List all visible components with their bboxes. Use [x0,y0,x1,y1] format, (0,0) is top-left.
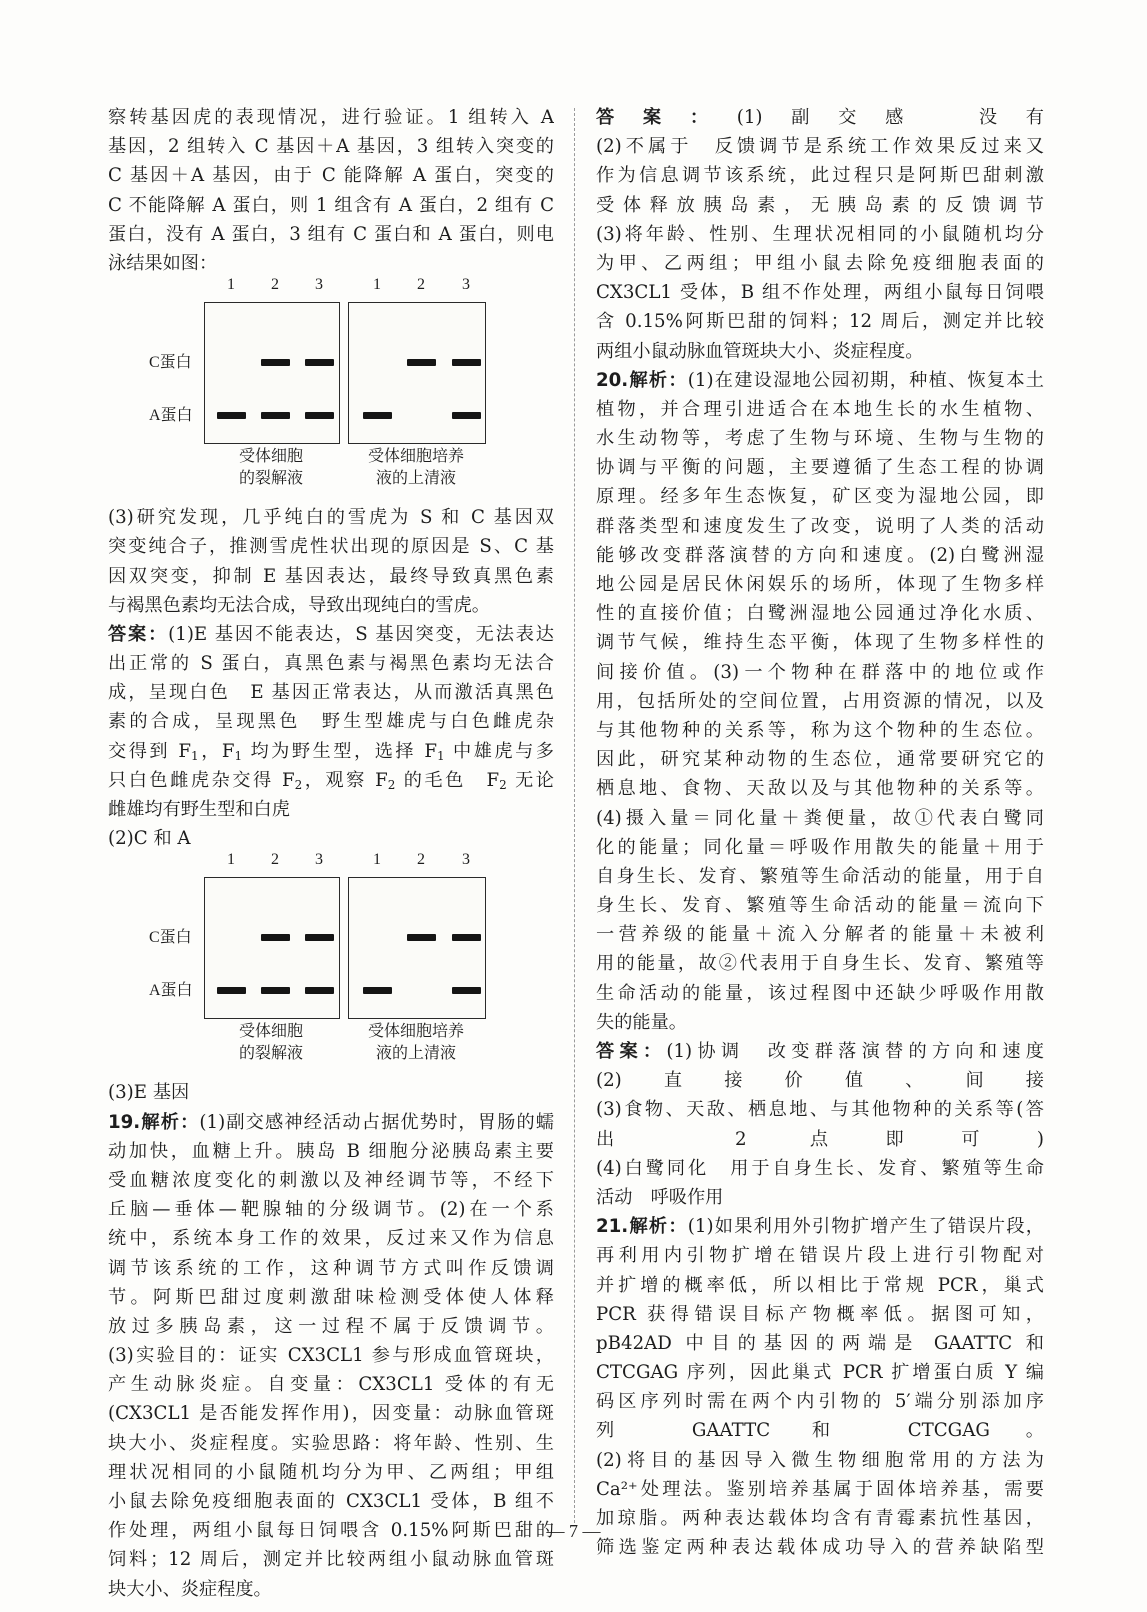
q18-answer-3: (3)E 基因 [108,1082,190,1104]
text-line: 活动 呼吸作用 [596,1186,724,1208]
text-line: 协调与平衡的问题，主要遵循了生态工程的协调 [596,457,1044,479]
q21-analysis-first-line: 21.解析：(1)如果利用外引物扩增产生了错误片段， [596,1216,1044,1238]
text-line: 泳结果如图： [108,252,218,274]
c-protein-label: C蛋白 [149,354,192,372]
q18-answer-2: (2)C 和 A [108,828,191,850]
electrophoresis-figure-2 [108,853,554,1078]
q18-answer-f2-line: 只白色雌虎杂交得 $F_2$，观察 $F_2$ 的毛色 $F_2$ 无论 [108,769,554,792]
right-column [596,103,1044,1562]
text-line: 因双突变，抑制 E 基因表达，最终导致真黑色素 [108,565,554,587]
text-line: 群落类型和速度发生了改变，说明了人类的活动 [596,515,1044,537]
text-line: 用的能量，故②代表用于自身生长、发育、繁殖等 [596,953,1044,975]
text-line: 化的能量；同化量＝呼吸作用散失的能量＋用于 [596,836,1044,858]
text-line: 基因，2 组转入 C 基因＋A 基因，3 组转入突变的 [108,136,554,158]
text-line: 调节气候，维持生态平衡，体现了生物多样性的 [596,632,1044,654]
text-line: 理状况相同的小鼠随机均分为甲、乙两组；甲组 [108,1461,554,1483]
text-line: 作为信息调节该系统，此过程只是阿斯巴甜刺激 [596,165,1044,187]
text-line: 统中，系统本身工作的效果，反过来又作为信息 [108,1228,554,1250]
text-line: 放过多胰岛素，这一过程不属于反馈调节。 [108,1315,554,1337]
gel-caption: 受体细胞 的裂解液 [238,448,303,488]
gel-panel [204,877,340,1019]
a-protein-band [217,412,246,419]
text-line: 因此，研究某种动物的生态位，通常要研究它的 [596,749,1044,771]
lane-number: 1 [227,276,235,294]
q20-analysis-first-line: 20.解析：(1)在建设湿地公园初期，种植、恢复本土 [596,369,1044,391]
text-line: Ca²⁺处理法。鉴别培养基属于固体培养基，需要 [596,1478,1044,1500]
text-line: (4)摄入量＝同化量＋粪便量，故①代表白鹭同 [596,807,1044,829]
a-protein-band [261,987,290,994]
text-line: 列 GAATTC 和 CTCGAG。 [596,1420,1044,1442]
c-protein-band [305,934,334,941]
text-line: 能够改变群落演替的方向和速度。(2)白鹭洲湿 [596,544,1044,566]
text-line: 一营养级的能量＋流入分解者的能量＋未被利 [596,924,1044,946]
text-line: C 基因＋A 基因，由于 C 能降解 A 蛋白，突变的 [108,165,554,187]
q21-analysis [596,1241,1044,1562]
text-line: 原理。经多年生态恢复，矿区变为湿地公园，即 [596,486,1044,508]
gel-caption: 受体细胞培养 液的上清液 [367,1023,464,1063]
text-line: CX3CL1 受体，B 组不作处理，两组小鼠每日饲喂 [596,282,1044,304]
a-protein-band [305,987,334,994]
a-protein-label: A蛋白 [149,407,193,425]
a-protein-label: A蛋白 [149,982,193,1000]
lane-number: 2 [271,851,279,869]
lane-number: 3 [462,276,470,294]
answer-label: 答案： [596,107,737,128]
text-line: 再利用内引物扩增在错误片段上进行引物配对 [596,1245,1044,1267]
c-protein-band [407,934,436,941]
text-line: 间接价值。(3)一个物种在群落中的地位或作 [596,661,1044,683]
text-line: 动加快，血糖上升。胰岛 B 细胞分泌胰岛素主要 [108,1140,554,1162]
text-line: 失的能量。 [596,1011,687,1033]
text-line: PCR 获得错误目标产物概率低。据图可知， [596,1303,1044,1325]
gel-panel [348,302,486,444]
q18-answer-f1-line: 交得到 $F_1$，$F_1$ 均为野生型，选择 $F_1$ 中雄虎与多 [108,740,554,763]
text-line: 作处理，两组小鼠每日饲喂含 0.15%阿斯巴甜的 [108,1520,554,1542]
text-line: 加琼脂。两种表达载体均含有青霉素抗性基因， [596,1508,1044,1529]
question-number: 20. [596,369,629,391]
analysis-label: 解析： [628,1216,688,1238]
lane-number: 1 [227,851,235,869]
c-protein-band [261,934,290,941]
text-line: (2)将目的基因导入微生物细胞常用的方法为 [596,1449,1044,1471]
text-line: 水生动物等，考虑了生物与环境、生物与生物的 [596,428,1044,450]
q18-answer-end: 雌雄均有野生型和白虎 [108,799,290,820]
a-protein-band [363,412,392,419]
q18-answer [108,649,554,737]
c-protein-band [261,359,290,366]
text-line: 出 2 点即可) [596,1128,1044,1150]
text-line: pB42AD 中目的基因的两端是 GAATTC 和 [596,1332,1044,1354]
text-line: 小鼠去除免疫细胞表面的 CX3CL1 受体，B 组不 [108,1491,554,1512]
text-line: 节。阿斯巴甜过度刺激甜味检测受体使人体释 [108,1286,554,1308]
text-line: 含 0.15%阿斯巴甜的饲料；12 周后，测定并比较 [596,311,1044,333]
left-column [108,103,554,1604]
q18-part3-analysis [108,503,554,620]
text-line: 码区序列时需在两个内引物的 5′端分别添加序 [596,1391,1044,1413]
lane-number: 1 [373,851,381,869]
answer-label: 答案： [596,1041,667,1062]
a-protein-band [305,412,334,419]
q19-answer [596,132,1044,366]
c-protein-band [407,359,436,366]
gel-panel [204,302,340,444]
text-line: 用，包括所处的空间位置，占用资源的情况，以及 [596,690,1044,712]
text-line: 两组小鼠动脉血管斑块大小、炎症程度。 [596,340,924,362]
lane-number: 3 [315,851,323,869]
analysis-label: 解析： [628,369,688,391]
c-protein-label: C蛋白 [149,929,192,947]
text-line: C 不能降解 A 蛋白，则 1 组含有 A 蛋白，2 组有 C [108,194,554,216]
text-line: 与其他物种的关系等，称为这个物种的生态位。 [596,719,1044,741]
text-line: 性的直接价值；白鹭洲湿地公园通过净化水质、 [596,603,1044,625]
text-line: 饲料；12 周后，测定并比较两组小鼠动脉血管斑 [108,1549,554,1571]
a-protein-band [452,987,481,994]
text-line: 突变纯合子，推测雪虎性状出现的原因是 S、C 基 [108,536,554,558]
text-line: 自身生长、发育、繁殖等生命活动的能量，用于自 [596,865,1044,887]
text-line: 受血糖浓度变化的刺激以及神经调节等，不经下 [108,1169,554,1191]
gel-caption: 受体细胞 的裂解液 [238,1023,303,1063]
text-line: 为甲、乙两组；甲组小鼠去除免疫细胞表面的 [596,252,1044,274]
text-line: (2)直接价值、间接 [596,1070,1044,1092]
text-line: 地公园是居民休闲娱乐的场所，体现了生物多样 [596,574,1044,595]
text-line: 块大小、炎症程度。 [108,1578,272,1600]
text-line: 出正常的 S 蛋白，真黑色素与褐黑色素均无法合 [108,653,554,675]
answer-label: 答案： [108,623,169,645]
text-line: CTCGAG 序列，因此巢式 PCR 扩增蛋白质 Y 编 [596,1362,1044,1384]
analysis-label: 解析： [140,1111,200,1133]
question-number: 21. [596,1216,629,1238]
q20-answer [596,1066,1044,1212]
text-line: 调节该系统的工作，这种调节方式叫作反馈调 [108,1257,554,1279]
text-line: 丘脑—垂体—靶腺轴的分级调节。(2)在一个系 [108,1199,554,1221]
lane-number: 2 [417,851,425,869]
text-line: 身生长、发育、繁殖等生命活动的能量＝流向下 [596,895,1044,917]
c-protein-band [452,934,481,941]
text-line: 筛选鉴定两种表达载体成功导入的营养缺陷型 [596,1537,1044,1559]
text-line: 成，呈现白色 E 基因正常表达，从而激活真黑色 [108,682,554,704]
lane-number: 3 [462,851,470,869]
text-line: (2)不属于 反馈调节是系统工作效果反过来又 [596,136,1044,158]
q18-answer-line: 答案：(1)E 基因不能表达，S 基因突变，无法表达 [108,623,554,645]
q19-answer-first-line: 答案：(1)副交感 没有 [596,107,1044,128]
text-line: (4)白鹭同化 用于自身生长、发育、繁殖等生命 [596,1157,1044,1179]
question-number: 19. [108,1111,141,1133]
a-protein-band [261,412,290,419]
text-line: (3)研究发现，几乎纯白的雪虎为 S 和 C 基因双 [108,507,554,529]
text-line: 块大小、炎症程度。实验思路：将年龄、性别、生 [108,1432,554,1454]
lane-number: 2 [271,276,279,294]
lane-number: 2 [417,276,425,294]
text-line: 察转基因虎的表现情况，进行验证。1 组转入 A [108,107,554,128]
a-protein-band [363,987,392,994]
text-line: (3)实验目的：证实 CX3CL1 参与形成血管斑块， [108,1345,554,1367]
text-line: (3)将年龄、性别、生理状况相同的小鼠随机均分 [596,223,1044,245]
text-line: 产生动脉炎症。自变量：CX3CL1 受体的有无 [108,1374,554,1396]
a-protein-band [217,987,246,994]
text-line: 栖息地、食物、天敌以及与其他物种的关系等。 [596,778,1044,800]
a-protein-band [452,412,481,419]
text-line: 与褐黑色素均无法合成，导致出现纯白的雪虎。 [108,594,490,616]
text-line: (CX3CL1 是否能发挥作用)，因变量：动脉血管斑 [108,1403,554,1425]
q20-answer-first-line: 答案：(1)协调 改变群落演替的方向和速度 [596,1041,1044,1062]
electrophoresis-figure-1 [108,278,554,503]
text-line: 生命活动的能量，该过程图中还缺少呼吸作用散 [596,982,1044,1004]
text-line: (3)食物、天敌、栖息地、与其他物种的关系等(答 [596,1099,1044,1121]
gel-panel [348,877,486,1019]
text-line: 植物，并合理引进适合在本地生长的水生植物、 [596,398,1044,420]
c-protein-band [305,359,334,366]
text-line: 蛋白，没有 A 蛋白，3 组有 C 蛋白和 A 蛋白，则电 [108,223,554,245]
q18-analysis-continued [108,103,554,278]
page-number: — 7 — [546,1521,601,1541]
column-divider [574,108,575,1523]
text-line: 并扩增的概率低，所以相比于常规 PCR，巢式 [596,1274,1044,1296]
gel-caption: 受体细胞培养 液的上清液 [367,448,464,488]
q19-analysis-first-line: 19.解析：(1)副交感神经活动占据优势时，胃肠的蠕 [108,1111,554,1133]
text-line: 受体释放胰岛素，无胰岛素的反馈调节 [596,194,1044,216]
c-protein-band [452,359,481,366]
q20-analysis [596,395,1044,1037]
lane-number: 1 [373,276,381,294]
lane-number: 3 [315,276,323,294]
text-line: 素的合成，呈现黑色 野生型雄虎与白色雌虎杂 [108,711,554,733]
